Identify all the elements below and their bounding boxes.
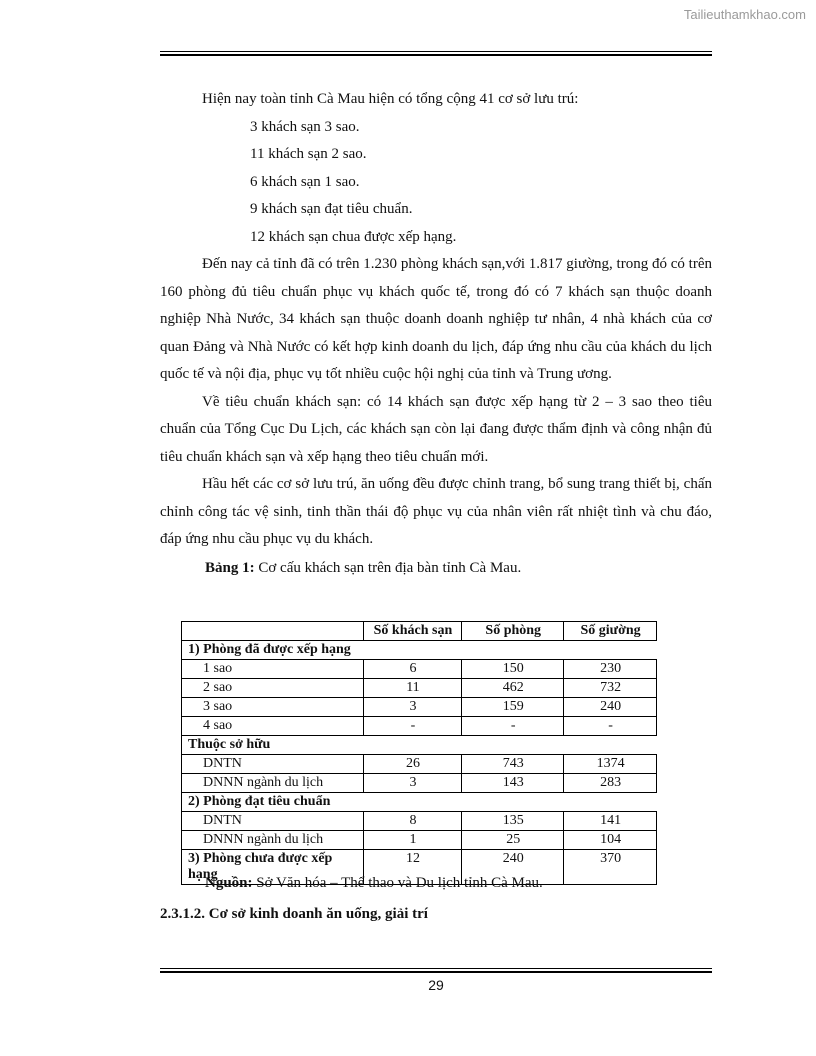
table-row	[182, 831, 657, 850]
table-row	[182, 679, 657, 698]
cell-beds: 370	[564, 850, 657, 885]
row-label: DNNN ngành du lịch	[182, 831, 364, 850]
cell-beds: 141	[564, 812, 657, 831]
section-title: Thuộc sở hữu	[182, 736, 657, 755]
section-row	[182, 793, 657, 812]
cell-beds: 104	[564, 831, 657, 850]
hotel-structure-table	[181, 621, 657, 885]
row-label: DNNN ngành du lịch	[182, 774, 364, 793]
section-title: 1) Phòng đã được xếp hạng	[182, 641, 657, 660]
cell-rooms: 159	[462, 698, 564, 717]
accommodation-list	[160, 114, 712, 252]
cell-hotels: 6	[363, 660, 462, 679]
paragraph-facilities: Hầu hết các cơ sở lưu trú, ăn uống đều được chỉnh trang, bổ sung trang thiết bị, chấn chỉnh công tác vệ sinh, tinh thần thái độ phục vụ của nhân viên rất nhiệt tình và chu đáo, đáp ứng nhu cầu phục vụ du khách.	[160, 476, 712, 547]
table-caption	[160, 556, 712, 580]
section-heading: 2.3.1.2. Cơ sở kinh doanh ăn uống, giải trí	[160, 906, 428, 922]
row-label: DNTN	[182, 755, 364, 774]
table-row	[182, 774, 657, 793]
section-row	[182, 641, 657, 660]
row-label: DNTN	[182, 812, 364, 831]
table-row	[182, 755, 657, 774]
cell-hotels: 3	[363, 774, 462, 793]
list-item: 3 khách sạn 3 sao.	[250, 118, 360, 135]
intro-paragraph: Hiện nay toàn tỉnh Cà Mau hiện có tổng cộng 41 cơ sở lưu trú:	[202, 91, 579, 107]
cell-beds: 283	[564, 774, 657, 793]
section-row	[182, 736, 657, 755]
cell-rooms: 25	[462, 831, 564, 850]
paragraph-standards: Về tiêu chuẩn khách sạn: có 14 khách sạn được xếp hạng từ 2 – 3 sao theo tiêu chuẩn của Tổng Cục Du Lịch, các khách sạn còn lại đang được thẩm định và công nhận đủ tiêu chuẩn khách sạn và xếp hạng theo tiêu chuẩn mới.	[160, 393, 712, 465]
cell-beds: 732	[564, 679, 657, 698]
row-label: 3 sao	[182, 698, 364, 717]
list-item: 6 khách sạn 1 sao.	[250, 173, 360, 190]
source-text: Sở Văn hóa – Thể thao và Du lịch tỉnh Cà Mau.	[252, 875, 543, 891]
page-number: 29	[428, 977, 444, 993]
list-item: 11 khách sạn 2 sao.	[250, 146, 367, 162]
header-cell	[182, 622, 364, 641]
cell-rooms: 150	[462, 660, 564, 679]
header-rule	[160, 51, 712, 56]
cell-hotels: 12	[363, 850, 462, 885]
cell-rooms: 135	[462, 812, 564, 831]
table-caption-label: Bảng 1:	[205, 559, 255, 576]
table-row	[182, 660, 657, 679]
cell-beds: 1374	[564, 755, 657, 774]
cell-hotels: 3	[363, 698, 462, 717]
header-cell: Số giường	[564, 622, 657, 641]
table-row	[182, 812, 657, 831]
body-text	[160, 86, 712, 580]
cell-hotels: 8	[363, 812, 462, 831]
cell-hotels: 11	[363, 679, 462, 698]
cell-beds: 230	[564, 660, 657, 679]
cell-rooms: -	[462, 717, 564, 736]
header-cell: Số phòng	[462, 622, 564, 641]
cell-beds: 240	[564, 698, 657, 717]
footer-rule	[160, 968, 712, 973]
source-label: Nguồn:	[205, 875, 253, 891]
table-header-row	[182, 622, 657, 641]
paragraph-rooms: Đến nay cả tỉnh đã có trên 1.230 phòng khách sạn,với 1.817 giường, trong đó có trên 160 phòng đủ tiêu chuẩn phục vụ khách quốc tế, trong đó có 7 khách sạn thuộc doanh nghiệp Nhà Nước, 34 khách sạn thuộc doanh doanh nghiệp tư nhân, 4 nhà khách của cơ quan Đảng và Nhà Nước có kết hợp kinh doanh du lịch, đáp ứng nhu cầu của khách du lịch quốc tế và nội địa, phục vụ tốt nhiều cuộc hội nghị của tỉnh và Trung ương.	[160, 256, 712, 382]
row-label: 2 sao	[182, 679, 364, 698]
list-item: 12 khách sạn chua được xếp hạng.	[250, 228, 457, 245]
table-source	[205, 875, 543, 892]
cell-hotels: -	[363, 717, 462, 736]
cell-beds: -	[564, 717, 657, 736]
row-label: 3) Phòng chưa được xếp hạng	[182, 850, 364, 885]
watermark: Tailieuthamkhao.com	[683, 7, 806, 22]
row-label: 4 sao	[182, 717, 364, 736]
cell-rooms: 462	[462, 679, 564, 698]
table-row	[182, 717, 657, 736]
cell-rooms: 143	[462, 774, 564, 793]
table-row	[182, 698, 657, 717]
row-label: 1 sao	[182, 660, 364, 679]
table-caption-text: Cơ cấu khách sạn trên địa bàn tỉnh Cà Mau.	[254, 559, 522, 576]
cell-hotels: 26	[363, 755, 462, 774]
cell-rooms: 240	[462, 850, 564, 885]
list-item: 9 khách sạn đạt tiêu chuẩn.	[250, 201, 413, 217]
cell-rooms: 743	[462, 755, 564, 774]
cell-hotels: 1	[363, 831, 462, 850]
section-title: 2) Phòng đạt tiêu chuẩn	[182, 793, 657, 812]
header-cell: Số khách sạn	[363, 622, 462, 641]
